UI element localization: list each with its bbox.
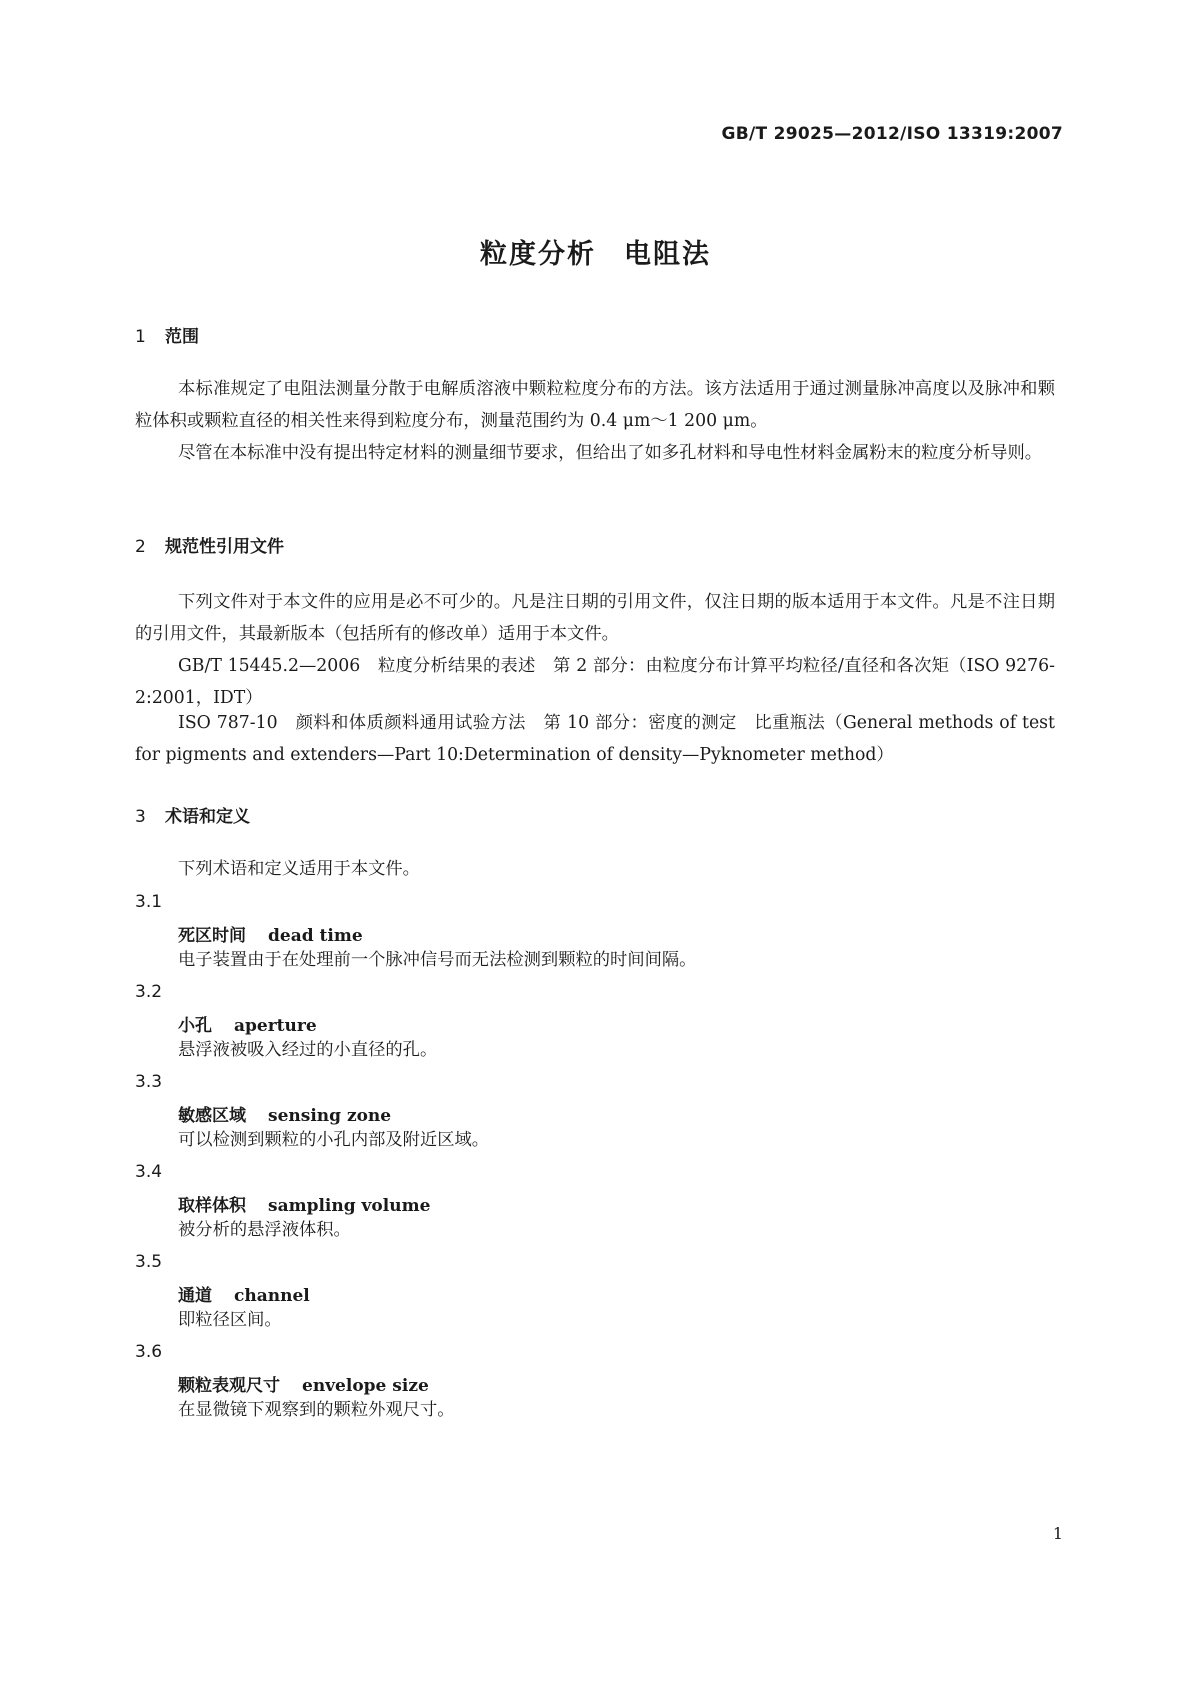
term-english: aperture (234, 1016, 317, 1036)
term-chinese: 颗粒表观尺寸 (178, 1376, 280, 1396)
term-english: channel (234, 1286, 310, 1306)
normative-reference-1: GB/T 15445.2—2006 粒度分析结果的表述 第 2 部分：由粒度分布计算平均粒径/直径和各次矩（ISO 9276-2:2001，IDT） (135, 656, 1055, 708)
term-chinese: 通道 (178, 1286, 212, 1306)
section-1-number: 1 (135, 327, 146, 347)
term-number: 3.3 (135, 1072, 163, 1092)
term-english: dead time (268, 926, 363, 946)
section-2-number: 2 (135, 537, 146, 557)
term-definition: 被分析的悬浮液体积。 (178, 1220, 351, 1240)
title-part-2: 电阻法 (624, 239, 711, 270)
term-number: 3.2 (135, 982, 163, 1002)
term-english: envelope size (302, 1376, 429, 1396)
section-1-paragraph-1: 本标准规定了电阻法测量分散于电解质溶液中颗粒粒度分布的方法。该方法适用于通过测量脉冲高度以及脉冲和颗粒体积或颗粒直径的相关性来得到粒度分布，测量范围约为 0.4 μm～1 200 μm。 (135, 379, 1055, 431)
section-1-title: 范围 (165, 327, 199, 347)
page-number: 1 (1052, 1524, 1063, 1543)
term-chinese: 敏感区域 (178, 1106, 246, 1126)
term-number: 3.1 (135, 892, 163, 912)
term-english: sensing zone (268, 1106, 392, 1126)
term-definition: 电子装置由于在处理前一个脉冲信号而无法检测到颗粒的时间间隔。 (178, 950, 697, 970)
section-3-number: 3 (135, 807, 146, 827)
term-chinese: 小孔 (178, 1016, 212, 1036)
title-part-1: 粒度分析 (480, 239, 596, 270)
term-chinese: 死区时间 (178, 926, 246, 946)
term-number: 3.6 (135, 1342, 163, 1362)
section-1-heading (135, 322, 199, 347)
section-3-heading (135, 802, 250, 827)
term-heading (178, 1011, 317, 1036)
normative-reference-2: ISO 787-10 颜料和体质颜料通用试验方法 第 10 部分：密度的测定 比重瓶法（General methods of test for pigments and extenders—Part 10:Determination of density—Pyknometer method） (135, 713, 1055, 765)
term-definition: 可以检测到颗粒的小孔内部及附近区域。 (178, 1130, 490, 1150)
section-2-paragraph: 下列文件对于本文件的应用是必不可少的。凡是注日期的引用文件，仅注日期的版本适用于本文件。凡是不注日期的引用文件，其最新版本（包括所有的修改单）适用于本文件。 (135, 592, 1055, 644)
standard-code: GB/T 29025—2012/ISO 13319:2007 (721, 124, 1063, 144)
term-definition: 在显微镜下观察到的颗粒外观尺寸。 (178, 1400, 455, 1420)
section-1-paragraph-2: 尽管在本标准中没有提出特定材料的测量细节要求，但给出了如多孔材料和导电性材料金属粉末的粒度分析导则。 (178, 443, 1043, 463)
term-heading (178, 1101, 391, 1126)
term-definition: 悬浮液被吸入经过的小直径的孔。 (178, 1040, 438, 1060)
section-2-title: 规范性引用文件 (165, 537, 284, 557)
term-definition: 即粒径区间。 (178, 1310, 282, 1330)
term-heading (178, 1191, 430, 1216)
term-chinese: 取样体积 (178, 1196, 246, 1216)
term-english: sampling volume (268, 1196, 431, 1216)
page-title (0, 232, 1191, 271)
section-3-intro: 下列术语和定义适用于本文件。 (178, 859, 420, 879)
term-number: 3.5 (135, 1252, 163, 1272)
term-heading (178, 921, 363, 946)
section-2-heading (135, 532, 284, 557)
term-heading (178, 1281, 310, 1306)
term-heading (178, 1371, 429, 1396)
term-number: 3.4 (135, 1162, 163, 1182)
section-3-title: 术语和定义 (165, 807, 250, 827)
